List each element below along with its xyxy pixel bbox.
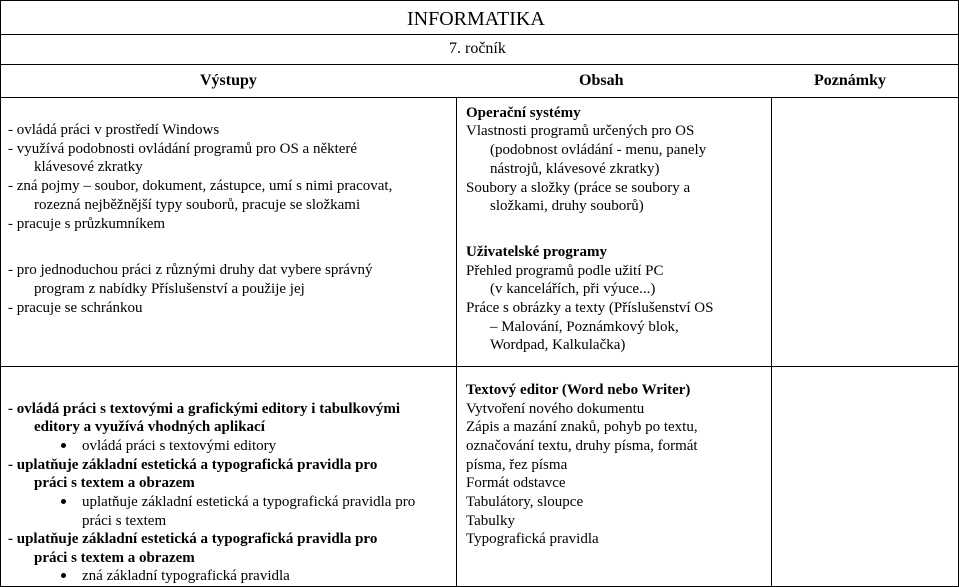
content-line: Tabulky	[466, 513, 515, 529]
output-subitem: zná základní typografická pravidla	[82, 568, 290, 584]
output-line: - pracuje se schránkou	[8, 300, 143, 316]
content-line: složkami, druhy souborů)	[490, 198, 644, 214]
output-line: rozezná nejběžnější typy souborů, pracuje se složkami	[34, 197, 361, 213]
content-line: Vytvoření nového dokumentu	[466, 401, 645, 417]
output-line: - uplatňuje základní estetická a typografická pravidla pro	[8, 457, 378, 473]
output-line: - uplatňuje základní estetická a typografická pravidla pro	[8, 531, 378, 547]
divider-grade	[0, 34, 959, 35]
output-line: - využívá podobnosti ovládání programů pro OS a některé	[8, 141, 358, 157]
output-line: - pracuje s průzkumníkem	[8, 216, 166, 232]
output-subitem: práci s textem	[82, 513, 167, 529]
content-line: písma, řez písma	[466, 457, 568, 473]
content-line: Tabulátory, sloupce	[466, 494, 584, 510]
output-line: klávesové zkratky	[34, 159, 143, 175]
header-content: Obsah	[579, 72, 624, 89]
output-subitem: uplatňuje základní estetická a typografická pravidla pro	[82, 494, 416, 510]
bullet-icon	[61, 573, 66, 578]
content-line: – Malování, Poznámkový blok,	[490, 319, 679, 335]
bullet-icon	[61, 443, 66, 448]
content-line: Formát odstavce	[466, 475, 566, 491]
content-line: Soubory a složky (práce se soubory a	[466, 180, 691, 196]
output-line: editory a využívá vhodných aplikací	[34, 419, 265, 435]
output-line: práci s textem a obrazem	[34, 550, 195, 566]
content-heading-os: Operační systémy	[466, 105, 581, 121]
content-line: (podobnost ovládání - menu, panely	[490, 142, 707, 158]
page-title: INFORMATIKA	[407, 8, 545, 30]
output-line: - ovládá práci s textovými a grafickými editory i tabulkovými	[8, 401, 401, 417]
content-heading-text-editor: Textový editor (Word nebo Writer)	[466, 382, 691, 398]
output-subitem: ovládá práci s textovými editory	[82, 438, 277, 454]
column-divider-1	[456, 97, 457, 587]
content-line: Práce s obrázky a texty (Příslušenství OS	[466, 300, 714, 316]
table-border-top	[0, 0, 959, 1]
header-outputs: Výstupy	[200, 72, 257, 89]
header-notes: Poznámky	[814, 72, 886, 89]
divider-section	[0, 366, 959, 367]
output-line: program z nabídky Příslušenství a použije jej	[34, 281, 305, 297]
content-line: Wordpad, Kalkulačka)	[490, 337, 626, 353]
content-line: (v kancelářích, při výuce...)	[490, 281, 656, 297]
bullet-icon	[61, 499, 66, 504]
content-line: Zápis a mazání znaků, pohyb po textu,	[466, 419, 698, 435]
grade-label: 7. ročník	[449, 40, 506, 57]
content-line: Přehled programů podle užití PC	[466, 263, 664, 279]
divider-header-bottom	[0, 97, 959, 98]
divider-headers	[0, 64, 959, 65]
content-line: Typografická pravidla	[466, 531, 599, 547]
content-heading-programs: Uživatelské programy	[466, 244, 607, 260]
output-line: - ovládá práci v prostředí Windows	[8, 122, 220, 138]
content-line: Vlastnosti programů určených pro OS	[466, 123, 695, 139]
content-line: označování textu, druhy písma, formát	[466, 438, 698, 454]
output-line: práci s textem a obrazem	[34, 475, 195, 491]
border-left	[0, 0, 1, 587]
output-line: - pro jednoduchou práci z různými druhy dat vybere správný	[8, 262, 373, 278]
output-line: - zná pojmy – soubor, dokument, zástupce, umí s nimi pracovat,	[8, 178, 393, 194]
content-line: nástrojů, klávesové zkratky)	[490, 161, 660, 177]
column-divider-2	[771, 97, 772, 587]
